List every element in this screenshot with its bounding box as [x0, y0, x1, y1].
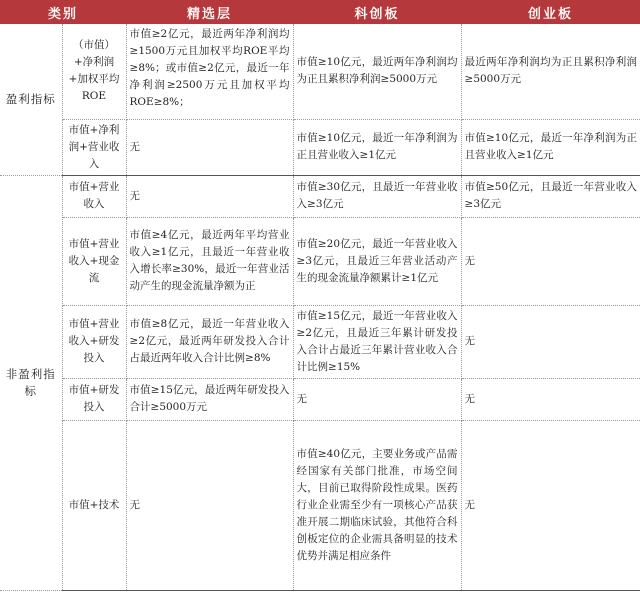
cell-jingxuan: 无 [126, 420, 293, 590]
table-row [0, 217, 640, 305]
header-category: 类别 [0, 0, 126, 24]
table-row [0, 420, 640, 590]
cell-chuangye: 无 [461, 378, 640, 420]
cell-chuangye: 无 [461, 420, 640, 590]
sub-indicator: 市值+净利润+营业收入 [62, 119, 126, 175]
cell-jingxuan: 无 [126, 175, 293, 217]
cell-chuangye: 市值≥10亿元，最近一年净利润为正且营业收入≥1亿元 [461, 119, 640, 175]
cell-kechuang: 市值≥15亿元，最近一年营业收入≥2亿元，且最近三年累计研发投入合计占最近三年累计营业收入合计比例≥15% [293, 305, 461, 378]
sub-indicator: 市值+技术 [62, 420, 126, 590]
cell-chuangye: 无 [461, 305, 640, 378]
cell-chuangye: 最近两年净利润均为正且累积净利润≥5000万元 [461, 24, 640, 119]
sub-indicator: （市值）+净利润+加权平均ROE [62, 24, 126, 119]
cell-kechuang: 市值≥10亿元，最近两年净利润均为正且累积净利润≥5000万元 [293, 24, 461, 119]
cell-kechuang: 无 [293, 378, 461, 420]
header-row [0, 0, 640, 24]
header-kechuang: 科创板 [293, 0, 461, 24]
sub-indicator: 市值+营业收入+研发投入 [62, 305, 126, 378]
cell-kechuang: 市值≥20亿元，最近一年营业收入≥3亿元，且最近三年营业活动产生的现金流量净额累计≥1亿元 [293, 217, 461, 305]
table-row [0, 24, 640, 119]
header-chuangye: 创业板 [461, 0, 640, 24]
cell-chuangye: 市值≥50亿元，且最近一年营业收入≥3亿元 [461, 175, 640, 217]
table-row [0, 378, 640, 420]
sub-indicator: 市值+营业收入 [62, 175, 126, 217]
cell-jingxuan: 市值≥2亿元，最近两年净利润均≥1500万元且加权平均ROE平均≥8%；或市值≥2亿元，最近一年净利润≥2500万元且加权平均ROE≥8%； [126, 24, 293, 119]
cell-jingxuan: 市值≥4亿元，最近两年平均营业收入≥1亿元，且最近一年营业收入增长率≥30%，最近一年营业活动产生的现金流量净额为正 [126, 217, 293, 305]
cell-chuangye: 无 [461, 217, 640, 305]
cell-jingxuan: 无 [126, 119, 293, 175]
table-row [0, 305, 640, 378]
sub-indicator: 市值+营业收入+现金流 [62, 217, 126, 305]
cell-kechuang: 市值≥30亿元，且最近一年营业收入≥3亿元 [293, 175, 461, 217]
cell-jingxuan: 市值≥8亿元，最近一年营业收入≥2亿元，最近两年研发投入合计占最近两年收入合计比例≥8% [126, 305, 293, 378]
category-profit: 盈利指标 [0, 24, 62, 175]
cell-kechuang: 市值≥10亿元，最近一年净利润为正且营业收入≥1亿元 [293, 119, 461, 175]
header-jingxuan: 精选层 [126, 0, 293, 24]
category-nonprofit: 非盈利指标 [0, 175, 62, 590]
cell-kechuang: 市值≥40亿元，主要业务或产品需经国家有关部门批准，市场空间大，目前已取得阶段性成果。医药行业企业需至少有一项核心产品获准开展二期临床试验，其他符合科创板定位的企业需具备明显的技术优势并满足相应条件 [293, 420, 461, 590]
sub-indicator: 市值+研发投入 [62, 378, 126, 420]
table-row [0, 175, 640, 217]
cell-jingxuan: 市值≥15亿元，最近两年研发投入合计≥5000万元 [126, 378, 293, 420]
table-row [0, 119, 640, 175]
